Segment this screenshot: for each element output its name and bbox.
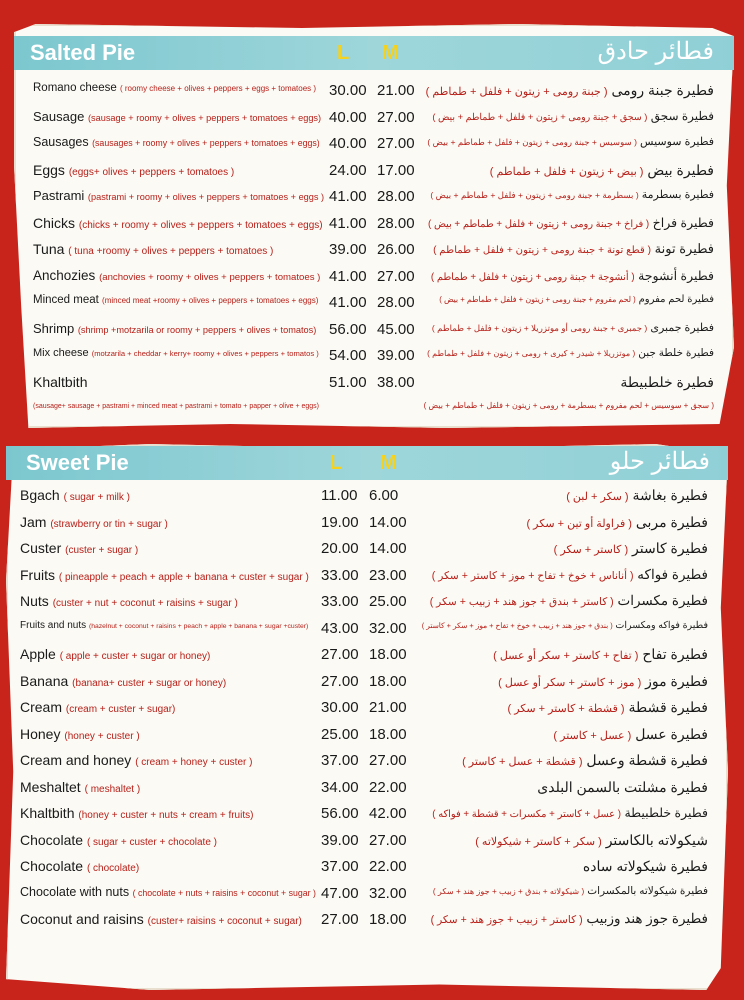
price-medium: 25.00	[369, 593, 407, 610]
item-name-text: Banana	[20, 672, 69, 689]
item-description: (hazelnut + coconut + raisins + peach + apple + banana + sugar +custer)	[88, 622, 309, 630]
item-name-text: Jam	[20, 513, 47, 530]
item-name-ar	[553, 726, 708, 743]
item-name-text: Shrimp	[33, 320, 75, 336]
item-description-ar: ( سكر + لبن )	[566, 491, 629, 503]
menu-item-row	[0, 885, 744, 911]
item-name-ar	[427, 135, 714, 148]
item-name-text: Sausage	[33, 108, 85, 124]
item-name	[33, 321, 316, 336]
item-name	[33, 162, 234, 178]
price-medium: 38.00	[377, 373, 415, 391]
price-medium: 6.00	[369, 487, 399, 504]
item-description: (sausages + roomy + olives + peppers + tomatoes + eggs)	[92, 138, 320, 148]
item-name	[20, 779, 140, 795]
salted-title: Salted Pie	[30, 40, 136, 65]
price-large: 43.00	[321, 619, 359, 637]
item-description: ( meshaltet )	[84, 783, 141, 795]
price-medium: 27.00	[377, 108, 415, 126]
menu-item-row	[0, 374, 744, 400]
item-name-text: Cream and honey	[20, 752, 132, 768]
menu-item-row	[0, 268, 744, 294]
price-medium: 28.00	[377, 214, 415, 232]
item-description-ar: ( فراخ + جبنة رومى + زيتون + فلفل + طماطم + بيض )	[428, 218, 650, 230]
price-large: 54.00	[329, 347, 367, 364]
item-name-text: Fruits	[20, 566, 55, 583]
price-medium: 14.00	[369, 540, 407, 557]
item-description-ar: ( تفاح + كاستر + سكر أو عسل )	[493, 650, 639, 662]
menu-item-row	[0, 294, 744, 320]
item-name	[20, 858, 139, 874]
item-name-ar	[428, 215, 714, 230]
item-name-text: Romano cheese	[33, 82, 117, 94]
sweet-col-large: L	[330, 452, 343, 474]
item-name	[33, 82, 316, 94]
item-name-ar	[462, 752, 708, 769]
item-name-ar-text: فطيرة خلطبيطة	[620, 373, 714, 390]
price-medium: 32.00	[369, 619, 407, 637]
menu-item-row	[0, 82, 744, 108]
item-description-ar: ( كاستر + سكر )	[553, 544, 629, 556]
price-large: 41.00	[329, 188, 367, 205]
item-name-ar	[566, 487, 708, 504]
item-description: (cream + custer + sugar)	[65, 704, 176, 715]
item-name	[20, 911, 302, 927]
price-large: 40.00	[329, 108, 367, 126]
item-description: ( cream + honey + custer )	[135, 757, 253, 768]
item-name-text: Chocolate with nuts	[20, 884, 130, 899]
item-description: (strawberry or tin + sugar )	[50, 518, 168, 530]
menu-item-row	[0, 805, 744, 831]
menu-item-row	[0, 779, 744, 805]
item-name-ar-text: فطيرة جمبرى	[650, 321, 714, 334]
item-description-ar: ( بندق + جوز هند + زبيب + خوخ + تفاح + موز + سكر + كاستر )	[421, 620, 613, 630]
item-name-ar-text: فطيرة بيض	[647, 161, 714, 178]
item-description-ar: ( موز + كاستر + سكر أو عسل )	[498, 676, 642, 689]
price-medium: 17.00	[377, 161, 415, 179]
price-medium: 23.00	[369, 566, 407, 584]
item-name-ar-text: فطيرة مشلتت بالسمن البلدى	[537, 778, 708, 795]
menu-item-row	[0, 567, 744, 593]
item-description-ar: ( أناناس + خوخ + تفاح + موز + كاستر + سكر )	[431, 569, 634, 582]
item-name	[20, 620, 308, 631]
price-large: 40.00	[329, 135, 367, 152]
item-description-ar: ( قشطة + كاستر + سكر )	[507, 703, 625, 715]
item-name-ar	[432, 109, 714, 123]
item-description-ar: ( جمبرى + جبنة رومى أو موتزريلا + زيتون + فلفل + طماطم )	[431, 322, 648, 333]
item-name	[20, 540, 138, 556]
item-description-ar: ( قشطة + عسل + كاستر )	[462, 756, 583, 768]
price-large: 34.00	[321, 778, 359, 796]
item-name-text: Cream	[20, 699, 63, 715]
item-name-ar-text: فطيرة عسل	[635, 725, 708, 742]
item-description: (custer+ raisins + coconut + sugar)	[147, 916, 302, 927]
item-name-text: Tuna	[33, 241, 65, 257]
price-large: 30.00	[329, 82, 367, 99]
item-name-ar	[498, 673, 708, 690]
item-name-ar-text: فطيرة بسطرمة	[641, 189, 714, 201]
salted-khaltbith-desc: (sausage+ sausage + pastrami + minced meat + pastrami + tomato + papper + olive + eggs)	[33, 403, 319, 410]
menu-item-row	[0, 646, 744, 672]
item-name-ar-text: فطيرة خلطبيطة	[624, 806, 708, 820]
item-name	[20, 673, 226, 689]
price-large: 27.00	[321, 911, 359, 928]
price-medium: 18.00	[369, 725, 407, 743]
item-description-ar: ( سجق + جبنة رومى + زيتون + فلفل + طماطم + بيض )	[432, 110, 648, 122]
item-name-ar-text: فطيرة قشطة وعسل	[586, 752, 708, 768]
item-name	[20, 593, 238, 609]
menu-item-row	[0, 699, 744, 725]
price-large: 11.00	[321, 487, 358, 504]
item-name-ar	[432, 321, 714, 334]
menu-item-row	[0, 215, 744, 241]
item-name-ar	[433, 885, 708, 897]
menu-item-row	[0, 832, 744, 858]
price-large: 56.00	[329, 320, 367, 338]
menu-item-row	[0, 109, 744, 135]
item-description-ar: ( بسطرمة + جبنة رومى + زيتون + فلفل + طماطم + بيض )	[430, 190, 639, 200]
price-large: 41.00	[329, 267, 367, 285]
item-name-ar	[430, 188, 714, 201]
price-medium: 32.00	[369, 884, 407, 902]
item-name	[20, 832, 217, 848]
item-name-ar-text: فطيرة أنشوجة	[638, 268, 714, 283]
item-name-ar-text: فطيرة موز	[645, 672, 708, 689]
item-description-ar: ( سوسيس + جبنة رومى + زيتون + فلفل + طماطم + بيض )	[427, 137, 637, 147]
item-description: ( tuna +roomy + olives + peppers + tomatoes )	[68, 246, 274, 257]
price-medium: 28.00	[377, 188, 415, 205]
item-name-text: Fruits and nuts	[20, 619, 87, 631]
item-name	[20, 646, 210, 662]
item-name-ar	[426, 82, 714, 99]
menu-item-row	[0, 858, 744, 884]
item-name-ar	[432, 567, 708, 583]
price-large: 51.00	[329, 373, 367, 391]
item-description-ar: ( أنشوجة + جبنة رومى + زيتون + فلفل + طماطم )	[430, 271, 635, 283]
price-medium: 27.00	[369, 831, 407, 849]
menu-item-row	[0, 593, 744, 619]
item-name-text: Coconut and raisins	[20, 911, 144, 927]
item-name-ar	[422, 620, 708, 631]
item-name-ar	[432, 805, 708, 820]
price-medium: 18.00	[369, 646, 407, 663]
item-description-ar: ( لحم مفروم + جبنة رومى + زيتون + فلفل + طماطم + بيض )	[439, 295, 636, 304]
price-medium: 45.00	[377, 320, 415, 338]
price-medium: 27.00	[369, 752, 407, 769]
item-name-ar	[526, 514, 708, 531]
item-name-text: Chocolate	[20, 858, 84, 874]
item-name-text: Meshaltet	[20, 778, 81, 795]
item-description-ar: ( فراولة أو تين + سكر )	[526, 517, 632, 530]
menu-item-row	[0, 726, 744, 752]
price-large: 27.00	[321, 672, 359, 690]
item-name	[20, 514, 168, 530]
price-medium: 42.00	[369, 805, 407, 822]
item-description: ( roomy cheese + olives + peppers + eggs + tomatoes )	[119, 84, 317, 93]
price-medium: 27.00	[377, 135, 415, 152]
salted-khaltbith-desc-ar: ( سجق + سوسيس + لحم مفروم + بسطرمة + رومى + زيتون + فلفل + طماطم + بيض )	[423, 401, 714, 410]
menu-item-row	[0, 162, 744, 188]
item-name-ar-text: فطيرة تفاح	[642, 646, 708, 662]
item-name-text: Pastrami	[33, 188, 85, 203]
item-name	[20, 752, 252, 768]
price-large: 20.00	[321, 540, 359, 557]
item-name-ar-text: فطيرة مربى	[635, 513, 708, 530]
item-description: ( chocolate + nuts + raisins + coconut + sugar )	[132, 887, 316, 898]
salted-col-medium: M	[382, 42, 399, 64]
item-name-ar-text: فطيرة فواكه	[637, 566, 708, 582]
price-medium: 26.00	[377, 241, 415, 258]
item-name	[33, 268, 320, 283]
item-description: (chicks + roomy + olives + peppers + tomatoes + eggs)	[78, 219, 323, 231]
price-large: 39.00	[329, 241, 367, 258]
item-name-text: Sausages	[33, 135, 89, 149]
item-description-ar: ( شيكولاته + بندق + زبيب + جوز هند + سكر )	[432, 886, 585, 896]
item-name-ar-text: فطيرة تونة	[654, 241, 714, 256]
item-name	[20, 885, 316, 899]
item-description: (pastrami + roomy + olives + peppers + tomatoes + eggs )	[87, 192, 325, 202]
price-large: 33.00	[321, 593, 359, 610]
price-medium: 22.00	[369, 858, 407, 875]
price-large: 19.00	[321, 513, 359, 531]
price-medium: 18.00	[369, 672, 407, 690]
price-large: 41.00	[329, 294, 367, 311]
item-description-ar: ( بيض + زيتون + فلفل + طماطم )	[489, 165, 644, 178]
item-name-ar-text: فطيرة سوسيس	[640, 136, 714, 148]
item-name-text: Khaltbith	[33, 373, 88, 390]
menu-item-row	[0, 514, 744, 540]
item-description-ar: ( جبنة رومى + زيتون + فلفل + طماطم )	[425, 86, 608, 98]
item-name-ar	[431, 268, 714, 283]
item-name-ar-text: فطيرة شيكولاته ساده	[582, 858, 708, 874]
item-name-ar	[554, 540, 708, 557]
item-name-ar	[508, 699, 708, 716]
menu-item-row	[0, 135, 744, 161]
item-name-ar-text: فطيرة شيكولاته بالمكسرات	[587, 884, 708, 897]
price-large: 47.00	[321, 884, 359, 902]
menu-item-row	[0, 487, 744, 513]
price-medium: 28.00	[377, 294, 415, 311]
item-name-text: Nuts	[20, 593, 49, 609]
item-name-text: Anchozies	[33, 267, 96, 283]
item-name-ar	[493, 646, 708, 663]
item-name-ar-text: فطيرة خلطة جبن	[638, 347, 714, 359]
item-description: ( apple + custer + sugar or honey)	[59, 651, 211, 662]
item-name-text: Apple	[20, 646, 56, 662]
item-name	[33, 135, 320, 149]
item-name-ar-text: فطيرة جوز هند وزبيب	[586, 911, 708, 926]
item-name-text: Custer	[20, 540, 62, 556]
item-description-ar: ( كاستر + زبيب + جوز هند + سكر )	[430, 914, 583, 926]
item-name-ar-text: فطيرة كاستر	[632, 540, 708, 556]
item-name	[33, 188, 324, 203]
item-name-ar-text: فطيرة فراخ	[652, 215, 714, 230]
price-medium: 18.00	[369, 911, 407, 928]
sweet-col-medium: M	[380, 452, 397, 474]
price-large: 41.00	[329, 214, 367, 232]
sweet-title-ar: فطائر حلو	[609, 448, 710, 475]
item-description-ar: ( سكر + كاستر + شيكولاته )	[475, 835, 602, 848]
item-description: (honey + custer )	[64, 730, 140, 742]
item-name-ar	[439, 294, 714, 305]
item-description: (honey + custer + nuts + cream + fruits)	[78, 810, 254, 821]
item-name-ar-text: فطيرة فواكه ومكسرات	[615, 619, 708, 631]
menu-item-row	[0, 752, 744, 778]
item-description-ar: ( قطع تونة + جبنة رومى + زيتون + فلفل + طماطم )	[433, 245, 652, 256]
item-description-ar: ( كاستر + بندق + جوز هند + زبيب + سكر )	[429, 596, 614, 608]
item-name-text: Khaltbith	[20, 805, 75, 821]
item-name-text: Minced meat	[33, 294, 99, 306]
item-name-ar-text: فطيرة جبنة رومى	[611, 82, 714, 98]
item-description-ar: ( موتزريلا + شيدر + كيرى + رومى + زيتون + فلفل + طماطم )	[427, 349, 636, 358]
item-name-text: Chocolate	[20, 831, 84, 848]
menu-item-row	[0, 241, 744, 267]
item-description: (banana+ custer + sugar or honey)	[72, 677, 227, 689]
item-name-ar-text: فطيرة لحم مفروم	[638, 294, 714, 305]
price-medium: 21.00	[369, 699, 407, 716]
price-medium: 21.00	[377, 82, 415, 99]
item-name-ar-text: فطيرة قشطة	[628, 699, 708, 715]
item-name	[20, 805, 253, 821]
item-name-ar	[537, 779, 708, 796]
item-description: (motzarila + cheddar + kerry+ roomy + olives + peppers + tomatos )	[91, 349, 319, 358]
price-medium: 39.00	[377, 347, 415, 364]
item-description: (sausage + roomy + olives + peppers + tomatoes + eggs)	[87, 112, 322, 123]
item-name-ar	[430, 593, 708, 609]
item-description: ( chocolate)	[86, 863, 140, 874]
item-name-ar	[583, 858, 708, 875]
item-name	[33, 374, 87, 390]
item-name	[33, 215, 323, 231]
item-name	[33, 241, 273, 257]
item-name-ar	[475, 832, 708, 849]
item-name	[20, 567, 309, 583]
item-name-ar	[620, 374, 714, 391]
price-medium: 14.00	[369, 513, 407, 531]
item-name-ar	[490, 162, 714, 179]
item-name-ar	[433, 241, 714, 257]
item-description: (custer + nut + coconut + raisins + sugar )	[52, 598, 238, 609]
item-description-ar: ( عسل + كاستر )	[553, 729, 632, 742]
item-name-text: Mix cheese	[33, 347, 89, 359]
salted-col-large: L	[337, 42, 350, 64]
price-large: 56.00	[321, 805, 359, 822]
price-large: 37.00	[321, 858, 359, 875]
item-description: ( pineapple + peach + apple + banana + custer + sugar )	[58, 571, 309, 583]
item-name	[20, 726, 140, 742]
price-large: 33.00	[321, 566, 359, 584]
item-description: (minced meat +roomy + olives + peppers + tomatoes + eggs)	[102, 296, 319, 305]
item-name-ar	[431, 911, 708, 927]
item-description: (shrimp +motzarila or roomy + peppers + olives + tomatos)	[77, 324, 317, 335]
item-name	[20, 699, 175, 715]
menu-item-row	[0, 540, 744, 566]
item-description: (custer + sugar )	[65, 545, 139, 556]
price-large: 39.00	[321, 831, 359, 849]
item-description: ( sugar + milk )	[63, 492, 130, 503]
menu-item-row	[0, 188, 744, 214]
price-large: 24.00	[329, 161, 367, 179]
menu-item-row	[0, 347, 744, 373]
price-medium: 27.00	[377, 267, 415, 285]
item-name	[33, 109, 321, 124]
menu-item-row	[0, 620, 744, 646]
item-description-ar: ( عسل + كاستر + مكسرات + قشطة + فواكه )	[432, 809, 621, 820]
item-name-ar	[427, 347, 714, 359]
salted-title-ar: فطائر حادق	[597, 38, 714, 65]
price-large: 30.00	[321, 699, 359, 716]
item-name-text: Honey	[20, 725, 61, 742]
sweet-title: Sweet Pie	[26, 450, 129, 475]
item-name-text: Eggs	[33, 161, 65, 178]
price-large: 37.00	[321, 752, 359, 769]
item-name	[20, 487, 130, 503]
price-large: 25.00	[321, 725, 359, 743]
item-name	[33, 347, 319, 359]
item-name-text: Bgach	[20, 487, 60, 503]
price-large: 27.00	[321, 646, 359, 663]
item-description: (anchovies + roomy + olives + peppers + tomatoes )	[99, 271, 321, 283]
item-name-text: Chicks	[33, 214, 76, 231]
item-name-ar-text: فطيرة مكسرات	[617, 593, 708, 608]
item-name-ar-text: فطيرة بغاشة	[632, 487, 708, 503]
item-description: ( sugar + custer + chocolate )	[86, 836, 218, 848]
menu-item-row	[0, 673, 744, 699]
item-name-ar-text: شيكولاته بالكاستر	[605, 831, 708, 848]
menu-item-row	[0, 321, 744, 347]
item-name-ar-text: فطيرة سجق	[650, 108, 714, 123]
menu-item-row	[0, 911, 744, 937]
item-description: (eggs+ olives + peppers + tomatoes )	[68, 166, 235, 178]
item-name	[33, 294, 318, 306]
price-medium: 22.00	[369, 778, 407, 796]
